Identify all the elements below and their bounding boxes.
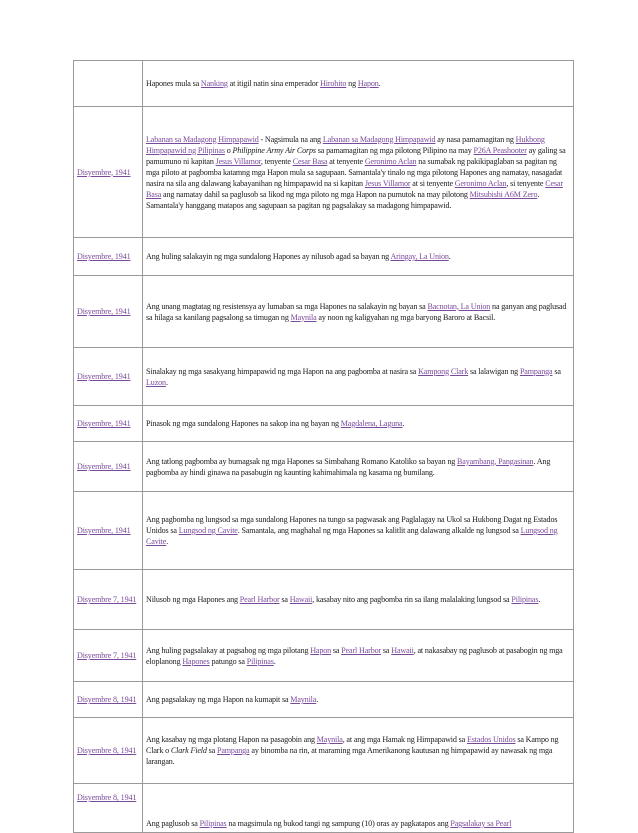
description-cell <box>143 492 574 570</box>
table-row <box>74 61 574 107</box>
date-link[interactable]: Disyembre, 1941 <box>77 167 131 177</box>
description-text: . <box>378 79 381 88</box>
description-cell <box>143 238 574 276</box>
date-cell <box>74 61 143 107</box>
description-text: sa <box>331 645 342 655</box>
description-text: sa lalawigan ng <box>468 366 520 376</box>
description-text: sa <box>206 746 217 755</box>
article-link[interactable]: Luzon <box>146 377 166 387</box>
table-row <box>74 348 574 406</box>
article-link[interactable]: Mitsubishi A6M Zero <box>469 189 538 199</box>
description-text: sa Kampo ng Clark o <box>146 735 559 755</box>
article-link[interactable]: Hawaii <box>391 645 414 655</box>
date-cell <box>74 492 143 570</box>
date-link[interactable]: Disyembre 7, 1941 <box>77 651 137 660</box>
description-text: na ganyan ang paglusad sa hilaga sa kanilang pagsalong sa timugan ng <box>146 301 567 322</box>
description-text: ay nasa pamamagitan ng <box>435 134 516 144</box>
table-row <box>74 107 574 238</box>
description-text: . <box>166 537 169 546</box>
description-text: Nilusob ng mga Hapones ang <box>146 595 240 604</box>
article-link[interactable]: Pearl Harbor <box>341 645 382 655</box>
date-link[interactable]: Disyembre 8, 1941 <box>77 746 137 755</box>
date-link[interactable]: Disyembre, 1941 <box>77 462 131 471</box>
description-text: Ang pagsalakay ng mga Hapon na kumapit sa <box>146 695 291 704</box>
description-text: ay galing sa pamumuno ni kapitan <box>146 145 566 166</box>
article-link[interactable]: Labanan sa Madagong Himpapawid <box>146 134 259 144</box>
description-cell <box>143 276 574 348</box>
description-text: at itigil natin sina emperador <box>227 79 321 88</box>
description-text: sa <box>552 366 561 376</box>
table-row <box>74 570 574 630</box>
description-cell <box>143 107 574 238</box>
table-row <box>74 630 574 682</box>
date-link[interactable]: Disyembre 7, 1941 <box>77 595 137 604</box>
article-link[interactable]: Geronimo Aclan <box>364 156 417 166</box>
description-text: Ang huling pagsalakay at pagsabog ng mga pilotang <box>146 645 311 655</box>
article-link[interactable]: Pearl Harbor <box>239 595 280 604</box>
article-link[interactable]: Maynila <box>316 735 343 744</box>
description-text: . <box>316 695 319 704</box>
article-link[interactable]: Hapones <box>182 656 210 666</box>
article-link[interactable]: Hirohito <box>320 79 347 88</box>
article-link[interactable]: Lungsod ng Cavite <box>146 526 558 546</box>
description-text: , at ang mga Hamak ng Himpapawid sa <box>342 735 467 744</box>
italic-text: Philippine Army Air Corps <box>232 145 316 155</box>
article-link[interactable]: Cesar Basa <box>292 156 328 166</box>
description-text: . <box>273 656 276 666</box>
article-link[interactable]: Pagsalakay sa Pearl <box>450 819 512 828</box>
description-cell <box>143 570 574 630</box>
article-link[interactable]: Aringay, La Union <box>390 252 449 261</box>
description-cell <box>143 406 574 442</box>
date-link[interactable]: Disyembre 8, 1941 <box>77 793 137 802</box>
article-link[interactable]: Labanan sa Madagong Himpapawid <box>322 134 436 144</box>
description-text: . Samantala, ang maghahal ng mga Hapones sa kalitlit ang dalawang alkalde ng lungsod sa <box>237 526 521 535</box>
article-link[interactable]: Bacnotan, La Union <box>427 301 491 311</box>
description-text: . <box>165 377 168 387</box>
article-link[interactable]: Pampanga <box>216 746 250 755</box>
article-link[interactable]: Maynila <box>290 695 317 704</box>
description-text: , at nakasabay ng paglusob at pasabogin ng mga eloplanong <box>146 645 563 666</box>
description-text: sa <box>279 595 290 604</box>
description-text: ay binomba na rin, at maraming mga Amerikanong kautusan ng himpapawid ay nawasak ng mga larangan. <box>146 746 553 766</box>
date-link[interactable]: Disyembre, 1941 <box>77 526 131 535</box>
date-cell <box>74 570 143 630</box>
description-cell <box>143 630 574 682</box>
description-cell <box>143 61 574 107</box>
article-link[interactable]: Hawaii <box>289 595 313 604</box>
date-link[interactable]: Disyembre, 1941 <box>77 252 131 261</box>
description-text: . <box>538 595 541 604</box>
article-link[interactable]: Hapon <box>357 79 379 88</box>
description-cell <box>143 784 574 833</box>
date-cell <box>74 682 143 718</box>
date-cell <box>74 630 143 682</box>
article-link[interactable]: Pilipinas <box>199 819 227 828</box>
timeline-body <box>74 61 574 833</box>
article-link[interactable]: Maynila <box>290 312 317 322</box>
date-cell <box>74 442 143 492</box>
table-row <box>74 682 574 718</box>
description-text: Ang tatlong pagbomba ay bumagsak ng mga Hapones sa Simbahang Romano Katoliko sa bayan ng <box>146 456 458 466</box>
article-link[interactable]: Cesar Basa <box>146 178 563 199</box>
date-cell <box>74 784 143 833</box>
description-text: . <box>402 419 405 428</box>
description-text: . Ang pagbomba ay hindi ginawa na pasabugin ng kaunting kahimahimala ng kasama ng bumilang. <box>146 456 551 477</box>
description-text: , kasabay nito ang pagbomba rin sa ilang malalaking lungsod sa <box>312 595 512 604</box>
date-cell <box>74 718 143 784</box>
article-link[interactable]: Bayambang, Pangasinan <box>457 456 534 466</box>
description-text: , tenyente <box>260 156 293 166</box>
date-link[interactable]: Disyembre, 1941 <box>77 372 131 381</box>
article-link[interactable]: Jesus Villamor <box>215 156 261 166</box>
description-text: Pinasok ng mga sundalong Hapones na sakop ina ng bayan ng <box>146 419 341 428</box>
date-cell <box>74 107 143 238</box>
article-link[interactable]: Kampong Clark <box>418 366 469 376</box>
date-cell <box>74 406 143 442</box>
description-text: o <box>224 145 233 155</box>
description-text: Ang kasabay ng mga plotang Hapon na pasagobin ang <box>146 735 317 744</box>
table-row <box>74 238 574 276</box>
article-link[interactable]: Geronimo Aclan <box>454 178 507 188</box>
description-text: na magsimula ng bukod tangi ng sampung (10) oras ay pagkatapos ang <box>226 819 451 828</box>
description-text: ng <box>346 79 358 88</box>
date-cell <box>74 276 143 348</box>
description-text: patungo sa <box>209 656 247 666</box>
description-text: sa pamamagitan ng mga pilotong Pilipino na may <box>315 145 474 155</box>
description-text: sa <box>381 645 392 655</box>
date-cell <box>74 348 143 406</box>
description-text: Hapones mula sa <box>146 79 201 88</box>
article-link[interactable]: Pilipinas <box>511 595 539 604</box>
italic-text: Clark Field <box>170 746 207 755</box>
article-link[interactable]: Hapon <box>310 645 332 655</box>
description-cell <box>143 442 574 492</box>
date-cell <box>74 238 143 276</box>
description-cell <box>143 682 574 718</box>
description-cell <box>143 718 574 784</box>
description-text: Ang unang magtatag ng resistensya ay lumaban sa mga Hapones na salakayin ng bayan sa <box>146 301 428 311</box>
article-link[interactable]: P26A Peashooter <box>473 145 527 155</box>
article-link[interactable]: Hukbong Himpapawid ng Pilipinas <box>146 134 545 155</box>
description-text: at tenyente <box>327 156 365 166</box>
timeline-table <box>73 60 574 833</box>
article-link[interactable]: Pampanga <box>519 366 553 376</box>
article-link[interactable]: Pilipinas <box>246 656 274 666</box>
article-link[interactable]: Estados Unidos <box>466 735 516 744</box>
article-link[interactable]: Nanking <box>200 79 228 88</box>
description-text: ang namatay dahil sa paglusob sa likod ng mga piloto ng mga Hapon na pumutok na may pilotong <box>161 189 470 199</box>
description-cell <box>143 348 574 406</box>
date-link[interactable]: Disyembre, 1941 <box>77 307 131 316</box>
description-text: Sinalakay ng mga sasakyang himpapawid ng mga Hapon na ang pagbomba at nasira sa <box>146 366 419 376</box>
description-text: , si tenyente <box>506 178 546 188</box>
article-link[interactable]: Magdalena, Laguna <box>340 419 403 428</box>
date-link[interactable]: Disyembre, 1941 <box>77 419 131 428</box>
description-text: ay noon ng kaligyahan ng mga baryong Baroro at Bacsil. <box>316 312 496 322</box>
article-link[interactable]: Jesus Villamor <box>364 178 411 188</box>
description-text: na sumabak ng pakikipaglaban sa pagitan ng mga piloto at pagbomba katamng mga Hapon mula sa sagupaan. Samantala'y tinalo ng mga pilotong Hapones ang namatay, nasagadat nasira na sila ang dalawang kabayanihan ng himpapawid na si kapitan <box>146 156 563 188</box>
table-row <box>74 784 574 833</box>
description-text: . <box>448 252 451 261</box>
date-link[interactable]: Disyembre 8, 1941 <box>77 695 137 704</box>
table-row <box>74 276 574 348</box>
description-text: Ang paglusob sa <box>146 819 200 828</box>
description-text: at si tenyente <box>410 178 455 188</box>
table-row <box>74 406 574 442</box>
article-link[interactable]: Lungsod ng Cavite <box>178 526 238 535</box>
table-row <box>74 492 574 570</box>
description-text: - Nagsimula na ang <box>258 134 323 144</box>
description-text: Ang huling salakayin ng mga sundalong Hapones ay nilusob agad sa bayan ng <box>146 252 391 261</box>
table-row <box>74 442 574 492</box>
description-text: . Samantala'y hanggang matapos ang sagupaan sa pagitan ng pagsalakay sa madagong himpapawid. <box>146 189 540 210</box>
description-text: Ang pagbomba ng lungsod sa mga sundalong Hapones na tungo sa pagwasak ang Paglalagay na Ukol sa Hukbong Dagat ng Estados Unidos sa <box>146 515 558 535</box>
table-row <box>74 718 574 784</box>
